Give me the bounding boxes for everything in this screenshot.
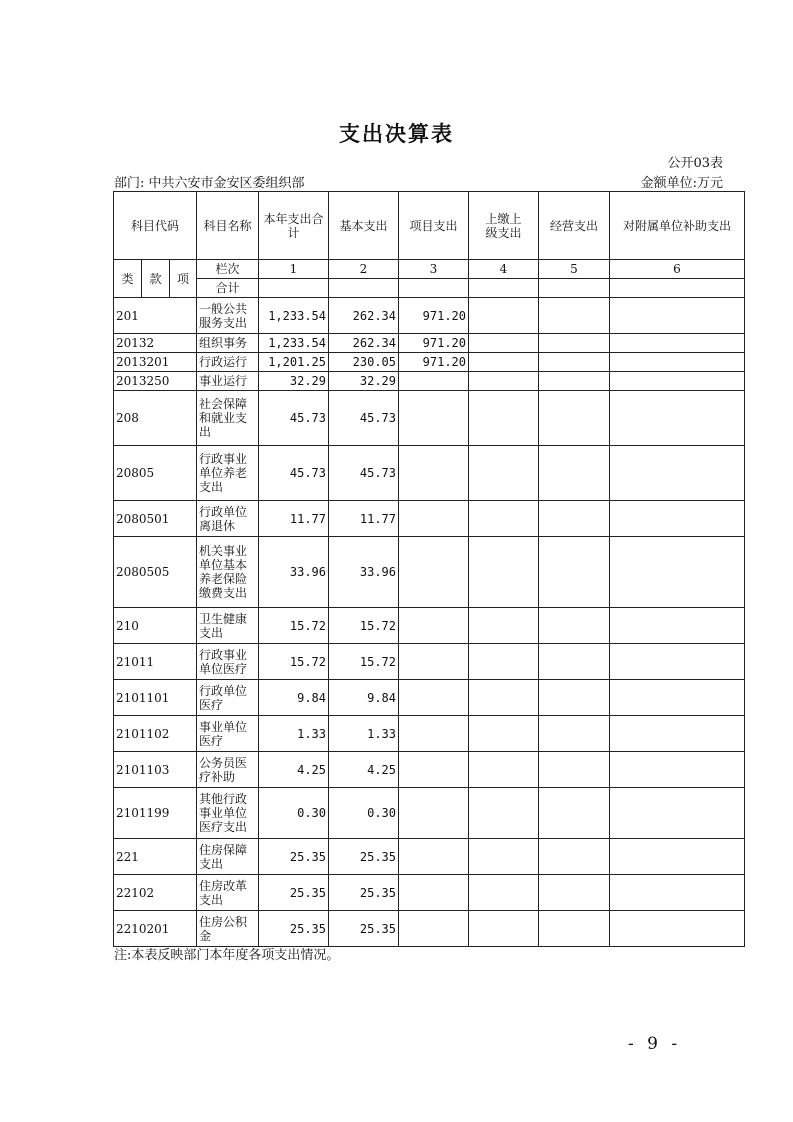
upper-amount-cell xyxy=(469,334,539,353)
total-amount-cell: 4.25 xyxy=(259,752,329,788)
upper-amount-cell xyxy=(469,752,539,788)
project-amount-cell xyxy=(399,716,469,752)
business-amount-cell xyxy=(539,680,610,716)
footnote: 注:本表反映部门本年度各项支出情况。 xyxy=(114,948,340,963)
business-amount-cell xyxy=(539,608,610,644)
project-amount-cell xyxy=(399,875,469,911)
subject-code-cell: 208 xyxy=(114,391,197,446)
total-cell xyxy=(539,279,610,298)
subject-name-cell: 事业运行 xyxy=(197,372,259,391)
project-amount-cell xyxy=(399,446,469,501)
basic-amount-cell: 0.30 xyxy=(329,788,399,839)
total-amount-cell: 15.72 xyxy=(259,608,329,644)
upper-amount-cell xyxy=(469,911,539,947)
table-row xyxy=(114,911,745,947)
basic-amount-cell: 33.96 xyxy=(329,537,399,608)
business-amount-cell xyxy=(539,391,610,446)
total-cell xyxy=(610,279,745,298)
column-number-row xyxy=(114,260,745,279)
subject-name-cell: 机关事业单位基本养老保险缴费支出 xyxy=(197,537,259,608)
subsidy-amount-cell xyxy=(610,839,745,875)
upper-amount-cell xyxy=(469,353,539,372)
upper-amount-cell xyxy=(469,391,539,446)
business-amount-cell xyxy=(539,501,610,537)
table-row xyxy=(114,334,745,353)
subject-code-cell: 2080501 xyxy=(114,501,197,537)
subject-code-cell: 2101199 xyxy=(114,788,197,839)
business-amount-cell xyxy=(539,875,610,911)
project-amount-cell: 971.20 xyxy=(399,298,469,334)
total-amount-cell: 45.73 xyxy=(259,446,329,501)
subsidy-amount-cell xyxy=(610,788,745,839)
table-row xyxy=(114,353,745,372)
basic-amount-cell: 15.72 xyxy=(329,644,399,680)
subject-name-cell: 行政运行 xyxy=(197,353,259,372)
upper-amount-cell xyxy=(469,298,539,334)
table-row xyxy=(114,716,745,752)
upper-amount-cell xyxy=(469,839,539,875)
subsidy-amount-cell xyxy=(610,446,745,501)
basic-amount-cell: 25.35 xyxy=(329,875,399,911)
total-amount-cell: 33.96 xyxy=(259,537,329,608)
total-amount-cell: 45.73 xyxy=(259,391,329,446)
department-label: 部门: 中共六安市金安区委组织部 xyxy=(114,176,305,191)
subject-name-cell: 卫生健康支出 xyxy=(197,608,259,644)
basic-amount-cell: 230.05 xyxy=(329,353,399,372)
table-row xyxy=(114,608,745,644)
amount-unit-label: 金额单位:万元 xyxy=(640,176,723,191)
project-amount-cell xyxy=(399,644,469,680)
subsidy-amount-cell xyxy=(610,298,745,334)
project-amount-cell: 971.20 xyxy=(399,334,469,353)
subject-code-cell: 210 xyxy=(114,608,197,644)
project-header: 项目支出 xyxy=(399,192,469,260)
business-amount-cell xyxy=(539,716,610,752)
table-row xyxy=(114,501,745,537)
upper-amount-cell xyxy=(469,608,539,644)
subject-name-cell: 住房改革支出 xyxy=(197,875,259,911)
table-row xyxy=(114,298,745,334)
business-header: 经营支出 xyxy=(539,192,610,260)
page-title: 支出决算表 xyxy=(339,122,454,146)
subject-name-cell: 住房公积金 xyxy=(197,911,259,947)
table-row xyxy=(114,788,745,839)
subject-name-cell: 事业单位医疗 xyxy=(197,716,259,752)
business-amount-cell xyxy=(539,644,610,680)
subsidy-amount-cell xyxy=(610,353,745,372)
business-amount-cell xyxy=(539,537,610,608)
subject-code-cell: 2101102 xyxy=(114,716,197,752)
table-row xyxy=(114,537,745,608)
subject-name-header: 科目名称 xyxy=(197,192,259,260)
subject-name-cell: 行政事业单位养老支出 xyxy=(197,446,259,501)
basic-amount-cell: 262.34 xyxy=(329,298,399,334)
total-amount-cell: 0.30 xyxy=(259,788,329,839)
project-amount-cell xyxy=(399,391,469,446)
subject-name-cell: 住房保障支出 xyxy=(197,839,259,875)
total-cell xyxy=(329,279,399,298)
subject-name-cell: 社会保障和就业支出 xyxy=(197,391,259,446)
column-number: 1 xyxy=(259,260,329,279)
project-amount-cell xyxy=(399,537,469,608)
upper-amount-cell xyxy=(469,875,539,911)
table-row xyxy=(114,875,745,911)
basic-amount-cell: 4.25 xyxy=(329,752,399,788)
upper-amount-cell xyxy=(469,372,539,391)
total-amount-cell: 1,233.54 xyxy=(259,298,329,334)
subject-code-cell: 2013201 xyxy=(114,353,197,372)
basic-amount-cell: 25.35 xyxy=(329,911,399,947)
business-amount-cell xyxy=(539,334,610,353)
basic-amount-cell: 32.29 xyxy=(329,372,399,391)
total-cell xyxy=(469,279,539,298)
subject-code-cell: 22102 xyxy=(114,875,197,911)
subsidy-amount-cell xyxy=(610,537,745,608)
subject-name-cell: 行政单位离退休 xyxy=(197,501,259,537)
heji-label: 合计 xyxy=(197,279,259,298)
business-amount-cell xyxy=(539,446,610,501)
subject-name-cell: 其他行政事业单位医疗支出 xyxy=(197,788,259,839)
total-amount-cell: 1,201.25 xyxy=(259,353,329,372)
total-row xyxy=(114,279,745,298)
subject-code-cell: 2080505 xyxy=(114,537,197,608)
basic-amount-cell: 262.34 xyxy=(329,334,399,353)
column-number: 6 xyxy=(610,260,745,279)
project-amount-cell: 971.20 xyxy=(399,353,469,372)
subject-code-cell: 20132 xyxy=(114,334,197,353)
project-amount-cell xyxy=(399,788,469,839)
subject-name-cell: 行政事业单位医疗 xyxy=(197,644,259,680)
upper-amount-cell xyxy=(469,501,539,537)
basic-amount-cell: 45.73 xyxy=(329,446,399,501)
total-amount-cell: 32.29 xyxy=(259,372,329,391)
basic-amount-cell: 25.35 xyxy=(329,839,399,875)
business-amount-cell xyxy=(539,752,610,788)
table-row xyxy=(114,446,745,501)
total-amount-cell: 25.35 xyxy=(259,875,329,911)
business-amount-cell xyxy=(539,298,610,334)
lei-header: 类 xyxy=(114,260,142,298)
project-amount-cell xyxy=(399,752,469,788)
upper-amount-cell xyxy=(469,680,539,716)
total-amount-cell: 15.72 xyxy=(259,644,329,680)
total-cell xyxy=(259,279,329,298)
form-number: 公开03表 xyxy=(667,156,723,171)
subsidy-amount-cell xyxy=(610,608,745,644)
upper-header: 上缴上级支出 xyxy=(469,192,539,260)
total-cell xyxy=(399,279,469,298)
subject-code-cell: 201 xyxy=(114,298,197,334)
subsidy-amount-cell xyxy=(610,644,745,680)
subsidy-amount-cell xyxy=(610,391,745,446)
business-amount-cell xyxy=(539,839,610,875)
business-amount-cell xyxy=(539,372,610,391)
column-number: 5 xyxy=(539,260,610,279)
subject-code-cell: 20805 xyxy=(114,446,197,501)
table-row xyxy=(114,372,745,391)
subject-name-cell: 一般公共服务支出 xyxy=(197,298,259,334)
basic-header: 基本支出 xyxy=(329,192,399,260)
page-number: - 9 - xyxy=(628,1034,682,1054)
column-number: 4 xyxy=(469,260,539,279)
table-row xyxy=(114,644,745,680)
table-row xyxy=(114,752,745,788)
business-amount-cell xyxy=(539,353,610,372)
project-amount-cell xyxy=(399,839,469,875)
subsidy-amount-cell xyxy=(610,372,745,391)
subsidy-amount-cell xyxy=(610,752,745,788)
subsidy-header: 对附属单位补助支出 xyxy=(610,192,745,260)
project-amount-cell xyxy=(399,501,469,537)
basic-amount-cell: 11.77 xyxy=(329,501,399,537)
table-row xyxy=(114,680,745,716)
upper-amount-cell xyxy=(469,788,539,839)
subject-code-header: 科目代码 xyxy=(114,192,197,260)
header-row xyxy=(114,192,745,260)
expenditure-table xyxy=(113,191,745,947)
total-amount-cell: 1,233.54 xyxy=(259,334,329,353)
table-row xyxy=(114,391,745,446)
project-amount-cell xyxy=(399,608,469,644)
subsidy-amount-cell xyxy=(610,334,745,353)
subsidy-amount-cell xyxy=(610,716,745,752)
upper-amount-cell xyxy=(469,537,539,608)
basic-amount-cell: 15.72 xyxy=(329,608,399,644)
project-amount-cell xyxy=(399,680,469,716)
project-amount-cell xyxy=(399,372,469,391)
subject-code-cell: 2013250 xyxy=(114,372,197,391)
subsidy-amount-cell xyxy=(610,911,745,947)
total-amount-cell: 25.35 xyxy=(259,911,329,947)
basic-amount-cell: 1.33 xyxy=(329,716,399,752)
upper-amount-cell xyxy=(469,644,539,680)
project-amount-cell xyxy=(399,911,469,947)
subject-code-cell: 2101103 xyxy=(114,752,197,788)
column-number: 2 xyxy=(329,260,399,279)
subsidy-amount-cell xyxy=(610,680,745,716)
subsidy-amount-cell xyxy=(610,501,745,537)
subject-code-cell: 221 xyxy=(114,839,197,875)
subject-name-cell: 组织事务 xyxy=(197,334,259,353)
subject-code-cell: 21011 xyxy=(114,644,197,680)
subject-name-cell: 公务员医疗补助 xyxy=(197,752,259,788)
business-amount-cell xyxy=(539,788,610,839)
xiang-header: 项 xyxy=(170,260,197,298)
total-amount-cell: 11.77 xyxy=(259,501,329,537)
column-number: 3 xyxy=(399,260,469,279)
total-amount-cell: 1.33 xyxy=(259,716,329,752)
lanci-label: 栏次 xyxy=(197,260,259,279)
basic-amount-cell: 45.73 xyxy=(329,391,399,446)
table-row xyxy=(114,839,745,875)
basic-amount-cell: 9.84 xyxy=(329,680,399,716)
subject-name-cell: 行政单位医疗 xyxy=(197,680,259,716)
subject-code-cell: 2210201 xyxy=(114,911,197,947)
business-amount-cell xyxy=(539,911,610,947)
total-amount-cell: 25.35 xyxy=(259,839,329,875)
subsidy-amount-cell xyxy=(610,875,745,911)
kuan-header: 款 xyxy=(142,260,170,298)
total-header: 本年支出合计 xyxy=(259,192,329,260)
upper-amount-cell xyxy=(469,716,539,752)
total-amount-cell: 9.84 xyxy=(259,680,329,716)
upper-amount-cell xyxy=(469,446,539,501)
subject-code-cell: 2101101 xyxy=(114,680,197,716)
